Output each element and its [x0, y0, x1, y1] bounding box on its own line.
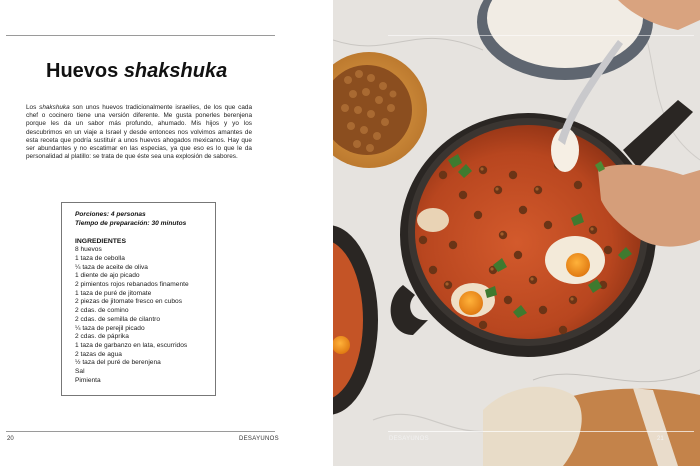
ingredient-item: 2 cdas. de semilla de cilantro: [75, 315, 161, 323]
bread-roll: [483, 387, 582, 466]
shakshuka-sauce: [415, 125, 641, 339]
ingredient-item: 2 cdas. de páprika: [75, 333, 129, 341]
recipe-title: [46, 60, 227, 83]
ingredient-item: ¼ taza de aceite de oliva: [75, 263, 148, 271]
ingredient-item: ¼ taza de perejil picado: [75, 324, 145, 332]
title-plain: Huevos: [46, 60, 124, 82]
prep-time: Tiempo de preparación: 30 minutos: [75, 219, 187, 227]
servings: Porciones: 4 personas: [75, 211, 146, 218]
egg-yolk: [566, 253, 590, 277]
ingredient-item: 1 taza de cebolla: [75, 254, 125, 262]
ingredient-item: Sal: [75, 368, 85, 376]
ingredients-list: [75, 246, 204, 385]
ingredient-item: 1 taza de puré de jitomate: [75, 289, 152, 297]
intro-paragraph: [26, 104, 252, 161]
ingredient-item: 1 taza de garbanzo en lata, escurridos: [75, 341, 188, 349]
ingredient-item: 8 huevos: [75, 246, 102, 254]
top-rule: [6, 35, 275, 36]
ingredient-item: Pimienta: [75, 376, 101, 384]
page-number-right: 21: [657, 436, 664, 442]
bottom-rule: [6, 431, 275, 432]
ingredient-item: 2 cdas. de comino: [75, 307, 129, 315]
egg-white: [417, 208, 449, 232]
ingredient-item: ½ taza del puré de berenjena: [75, 359, 161, 367]
section-label-left: DESAYUNOS: [239, 436, 279, 442]
title-italic: shakshuka: [123, 60, 228, 82]
section-label-right: DESAYUNOS: [389, 436, 429, 442]
bottom-rule-right: [388, 431, 694, 432]
intro-lead: Los: [26, 104, 40, 111]
ingredients-heading: INGREDIENTES: [75, 237, 126, 245]
ingredient-item: 2 pimientos rojos rebanados finamente: [75, 281, 189, 288]
page-number-left: 20: [7, 436, 14, 442]
left-page: [0, 0, 333, 466]
shakshuka-photo: [333, 0, 700, 466]
ingredient-item: 2 piezas de jitomate fresco en cubos: [75, 298, 183, 306]
recipe-box: [61, 202, 216, 396]
top-rule-right: [388, 35, 694, 36]
egg-yolk: [459, 291, 483, 315]
intro-rest: son unos huevos tradicionalmente israelíes, de los que cada chef o cocinero tiene una versión diferente. Me gusta ponerles berenjena porque les da un sabor más profundo, ahumado. Mis hijos y yo los descubrimos en un viaje a Israel y desde entonces nos volvimos amantes de esta receta que podría sustituir a unos huevos ahogados mexicanos. Hay que ser abundantes y no escatimar en las especias, ya que eso es lo que le da personalidad al platillo: se trata de que éste sea una explosión de sabores.: [26, 104, 252, 161]
ingredient-item: 2 tazas de agua: [75, 350, 122, 358]
right-page-photo: [333, 0, 700, 466]
ingredient-item: 1 diente de ajo picado: [75, 272, 140, 280]
intro-italic: shakshuka: [39, 104, 70, 111]
